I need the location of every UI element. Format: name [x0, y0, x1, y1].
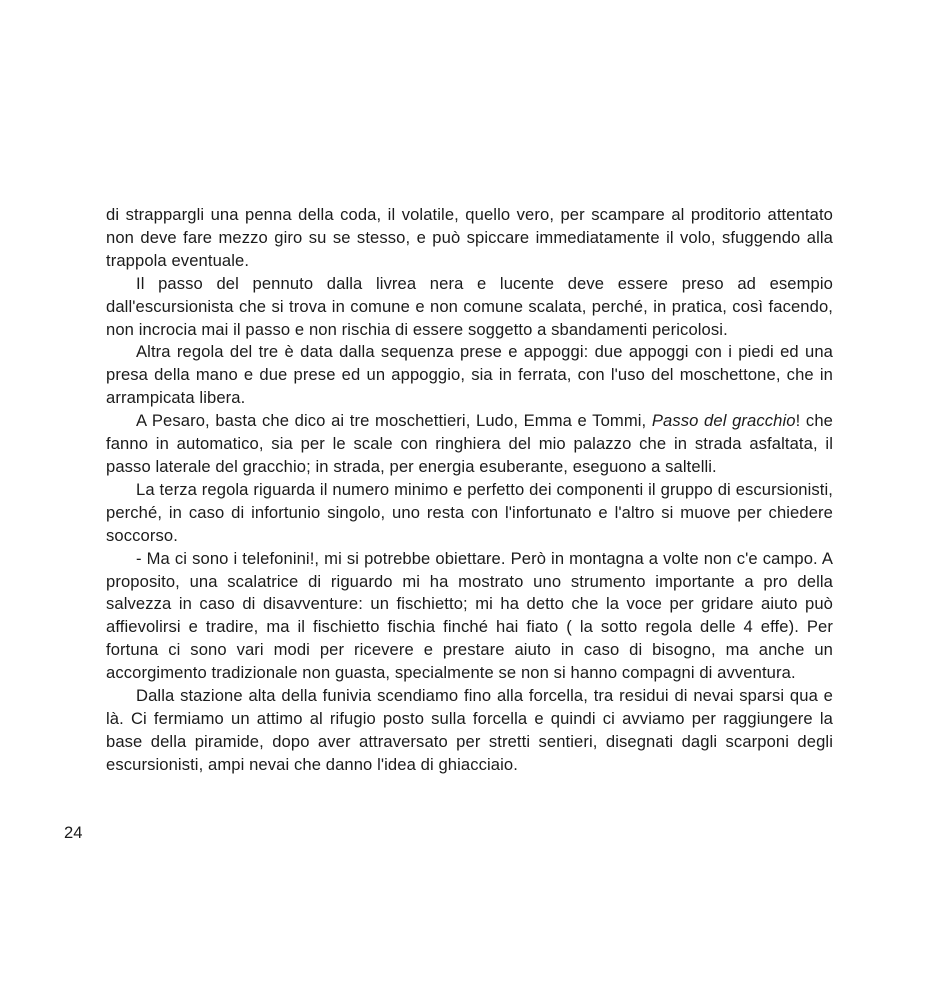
- paragraph: La terza regola riguarda il numero minimo e perfetto dei componenti il gruppo di escursionisti, perché, in caso di infortunio singolo, uno resta con l'infortunato e l'altro si muove per chiedere soccorso.: [106, 479, 833, 545]
- page-number: 24: [64, 823, 83, 842]
- paragraph: [106, 410, 833, 479]
- paragraph: - Ma ci sono i telefonini!, mi si potrebbe obiettare. Però in montagna a volte non c'e campo. A proposito, una scalatrice di riguardo mi ha mostrato uno strumento importante a pro della salvezza in caso di disavventure: un fischietto; mi ha detto che la voce per gridare aiuto può affievolirsi e tradire, ma il fischietto fischia finché hai fiato ( la sotto regola delle 4 effe). Per fortuna ci sono vari modi per ricevere e prestare aiuto in caso di bisogno, ma anche un accorgimento tradizionale non guasta, specialmente se non si hanno compagni di avventura.: [106, 548, 833, 683]
- paragraph: Il passo del pennuto dalla livrea nera e lucente deve essere preso ad esempio dall'escursionista che si trova in comune e non comune scalata, perché, in pratica, così facendo, non incrocia mai il passo e non rischia di essere soggetto a sbandamenti pericolosi.: [106, 273, 833, 339]
- paragraph-text: ! che fanno in automatico, sia per le scale con ringhiera del mio palazzo che in strada asfaltata, il passo laterale del gracchio; in strada, per energia esuberante, eseguono a saltelli.: [106, 411, 833, 476]
- paragraph-text: A Pesaro, basta che dico ai tre moschettieri, Ludo, Emma e Tommi,: [136, 411, 652, 431]
- body-text: [106, 204, 833, 777]
- paragraph: Altra regola del tre è data dalla sequenza prese e appoggi: due appoggi con i piedi ed una presa della mano e due prese ed un appoggio, sia in ferrata, con l'uso del moschettone, che in arrampicata libera.: [106, 342, 833, 408]
- paragraph: Dalla stazione alta della funivia scendiamo fino alla forcella, tra residui di nevai sparsi qua e là. Ci fermiamo un attimo al rifugio posto sulla forcella e quindi ci avviamo per raggiungere la base della piramide, dopo aver attraversato per stretti sentieri, disegnati dagli scarponi degli escursionisti, ampi nevai che danno l'idea di ghiacciaio.: [106, 686, 833, 774]
- paragraph: di strappargli una penna della coda, il volatile, quello vero, per scampare al proditorio attentato non deve fare mezzo giro su se stesso, e può spiccare immediatamente il volo, sfuggendo alla trappola eventuale.: [106, 205, 833, 270]
- italic-phrase: Passo del gracchio: [651, 411, 796, 431]
